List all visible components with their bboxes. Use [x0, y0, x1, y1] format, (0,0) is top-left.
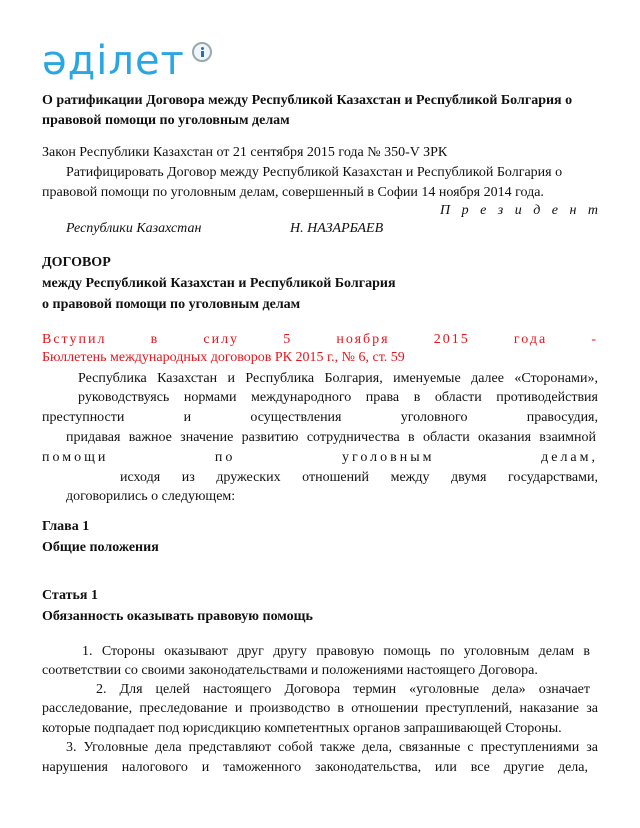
magnifier-icon	[192, 42, 212, 62]
chapter-label: Глава 1	[42, 519, 90, 534]
article-line: 1. Стороны оказывают друг другу правовую помощь по уголовным делам в	[82, 644, 590, 659]
law-text: Ратифицировать Договор между Республикой Казахстан и Республикой Болгария о	[66, 165, 563, 180]
article-line: 2. Для целей настоящего Договора термин «уголовные дела» означает	[96, 682, 590, 697]
preamble-line: исходя из дружеских отношений между двумя государствами,	[120, 470, 598, 485]
article-line: нарушения налогового и таможенного законодательства, или все другие дела,	[42, 760, 588, 775]
logo-text: әділет	[42, 38, 185, 84]
signer-name: Н. НАЗАРБАЕВ	[290, 221, 384, 236]
preamble-line: руководствуясь нормами международного права в области противодействия	[78, 390, 598, 405]
article-line: которые подпадает под юрисдикцию компетентных органов запрашивающей Стороны.	[42, 721, 562, 736]
preamble-line: договорились о следующем:	[66, 489, 236, 504]
preamble-line: помощи по уголовным делам,	[42, 450, 598, 465]
president-label: П р е з и д е н т	[440, 203, 598, 218]
treaty-title: между Республикой Казахстан и Республикой Болгария	[42, 276, 396, 291]
chapter-title: Общие положения	[42, 540, 159, 555]
treaty-title: ДОГОВОР	[42, 255, 111, 270]
article-title: Обязанность оказывать правовую помощь	[42, 609, 313, 624]
republic-label: Республики Казахстан	[66, 221, 202, 236]
law-text: правовой помощи по уголовным делам, совершенный в Софии 14 ноября 2014 года.	[42, 185, 544, 200]
preamble-line: придавая важное значение развитию сотрудничества в области оказания взаимной	[66, 430, 596, 445]
article-line: соответствии со своими законодательствами и положениями настоящего Договора.	[42, 663, 538, 678]
article-line: 3. Уголовные дела представляют собой также дела, связанные с преступлениями за	[66, 740, 598, 755]
doc-title-line: О ратификации Договора между Республикой Казахстан и Республикой Болгария о	[42, 93, 573, 108]
article-line: расследование, преследование и производство в отношении преступлений, наказание за	[42, 701, 598, 716]
preamble-line: преступности и осуществления уголовного правосудия,	[42, 410, 598, 425]
doc-title-line: правовой помощи по уголовным делам	[42, 113, 290, 128]
bulletin-link[interactable]: Бюллетень международных договоров РК 2015 г., № 6, ст. 59	[42, 350, 405, 365]
treaty-title: о правовой помощи по уголовным делам	[42, 297, 301, 312]
preamble-line: Республика Казахстан и Республика Болгария, именуемые далее «Сторонами»,	[78, 371, 598, 386]
status-text: Вступил в силу 5 ноября 2015 года -	[42, 332, 598, 347]
article-label: Статья 1	[42, 588, 98, 603]
adilet-logo[interactable]	[42, 38, 185, 84]
law-reference: Закон Республики Казахстан от 21 сентября 2015 года № 350-V ЗРК	[42, 145, 448, 160]
